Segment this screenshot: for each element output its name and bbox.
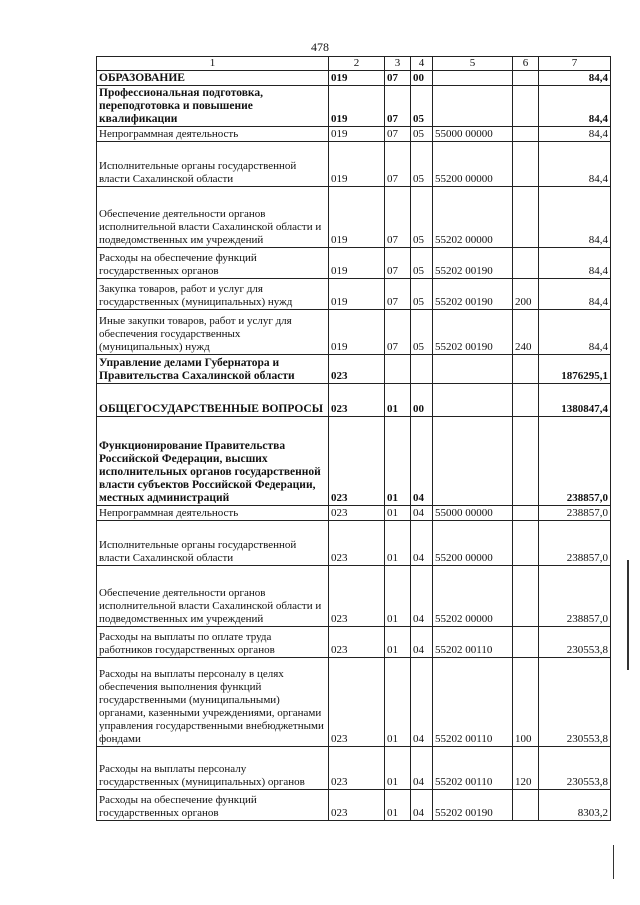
row-amount: 238857,0 xyxy=(539,521,611,566)
row-ved-code: 023 xyxy=(329,384,385,417)
row-section-code: 01 xyxy=(385,417,411,506)
table-row xyxy=(97,790,611,821)
row-ved-code: 019 xyxy=(329,310,385,355)
row-target-article xyxy=(433,417,513,506)
row-subsection-code: 04 xyxy=(411,790,433,821)
row-expense-type xyxy=(513,355,539,384)
row-section-code: 01 xyxy=(385,506,411,521)
row-name: Исполнительные органы государственной власти Сахалинской области xyxy=(97,142,329,187)
budget-table xyxy=(96,56,611,821)
row-name: Расходы на выплаты персоналу государственных (муниципальных) органов xyxy=(97,747,329,790)
row-section-code: 01 xyxy=(385,658,411,747)
row-name: Расходы на выплаты персоналу в целях обеспечения выполнения функций государственными (муниципальными) органами, казенными учреждениями, органами управления государственными внебюджетными фондами xyxy=(97,658,329,747)
row-ved-code: 019 xyxy=(329,248,385,279)
row-section-code: 01 xyxy=(385,566,411,627)
row-expense-type xyxy=(513,86,539,127)
row-expense-type xyxy=(513,521,539,566)
row-section-code: 01 xyxy=(385,384,411,417)
row-name: Расходы на выплаты по оплате труда работников государственных органов xyxy=(97,627,329,658)
row-section-code: 07 xyxy=(385,187,411,248)
row-section-code: 07 xyxy=(385,279,411,310)
row-target-article: 55202 00190 xyxy=(433,279,513,310)
row-subsection-code: 05 xyxy=(411,187,433,248)
row-name: Расходы на обеспечение функций государственных органов xyxy=(97,248,329,279)
row-ved-code: 019 xyxy=(329,71,385,86)
row-name: ОБРАЗОВАНИЕ xyxy=(97,71,329,86)
row-amount: 84,4 xyxy=(539,71,611,86)
row-subsection-code: 05 xyxy=(411,86,433,127)
row-ved-code: 019 xyxy=(329,279,385,310)
row-name: Расходы на обеспечение функций государственных органов xyxy=(97,790,329,821)
row-subsection-code: 05 xyxy=(411,248,433,279)
row-target-article: 55202 00000 xyxy=(433,187,513,248)
row-subsection-code: 05 xyxy=(411,127,433,142)
row-expense-type xyxy=(513,627,539,658)
row-section-code: 07 xyxy=(385,127,411,142)
row-expense-type xyxy=(513,417,539,506)
row-amount: 84,4 xyxy=(539,279,611,310)
table-row xyxy=(97,248,611,279)
table-row xyxy=(97,384,611,417)
row-target-article: 55000 00000 xyxy=(433,127,513,142)
row-target-article: 55200 00000 xyxy=(433,142,513,187)
row-expense-type xyxy=(513,506,539,521)
row-section-code: 07 xyxy=(385,86,411,127)
row-subsection-code: 04 xyxy=(411,566,433,627)
table-row xyxy=(97,658,611,747)
row-target-article: 55000 00000 xyxy=(433,506,513,521)
table-row xyxy=(97,86,611,127)
row-section-code: 07 xyxy=(385,310,411,355)
row-expense-type xyxy=(513,790,539,821)
row-amount: 238857,0 xyxy=(539,417,611,506)
row-subsection-code: 05 xyxy=(411,142,433,187)
row-name: Обеспечение деятельности органов исполнительной власти Сахалинской области и подведомственных им учреждений xyxy=(97,566,329,627)
row-ved-code: 019 xyxy=(329,86,385,127)
row-name: Исполнительные органы государственной власти Сахалинской области xyxy=(97,521,329,566)
column-number: 1 xyxy=(97,57,329,71)
row-amount: 230553,8 xyxy=(539,747,611,790)
row-subsection-code: 04 xyxy=(411,506,433,521)
row-section-code xyxy=(385,355,411,384)
column-number: 2 xyxy=(329,57,385,71)
table-row xyxy=(97,142,611,187)
row-expense-type xyxy=(513,71,539,86)
row-amount: 230553,8 xyxy=(539,658,611,747)
row-name: ОБЩЕГОСУДАРСТВЕННЫЕ ВОПРОСЫ xyxy=(97,384,329,417)
row-ved-code: 019 xyxy=(329,187,385,248)
row-name: Профессиональная подготовка, переподготовка и повышение квалификации xyxy=(97,86,329,127)
row-ved-code: 023 xyxy=(329,566,385,627)
table-row xyxy=(97,506,611,521)
row-expense-type xyxy=(513,142,539,187)
row-expense-type xyxy=(513,127,539,142)
row-ved-code: 023 xyxy=(329,747,385,790)
row-subsection-code: 04 xyxy=(411,417,433,506)
row-amount: 230553,8 xyxy=(539,627,611,658)
page-number: 478 xyxy=(311,40,329,54)
row-amount: 1876295,1 xyxy=(539,355,611,384)
table-row xyxy=(97,521,611,566)
row-name: Закупка товаров, работ и услуг для государственных (муниципальных) нужд xyxy=(97,279,329,310)
row-target-article: 55202 00110 xyxy=(433,658,513,747)
row-expense-type: 240 xyxy=(513,310,539,355)
row-ved-code: 023 xyxy=(329,790,385,821)
row-expense-type xyxy=(513,187,539,248)
row-ved-code: 023 xyxy=(329,417,385,506)
scan-mark xyxy=(627,560,629,670)
row-target-article xyxy=(433,86,513,127)
table-row xyxy=(97,627,611,658)
row-subsection-code: 05 xyxy=(411,279,433,310)
row-amount: 84,4 xyxy=(539,142,611,187)
row-amount: 238857,0 xyxy=(539,566,611,627)
row-subsection-code xyxy=(411,355,433,384)
row-target-article: 55202 00190 xyxy=(433,248,513,279)
row-target-article: 55202 00190 xyxy=(433,310,513,355)
row-amount: 84,4 xyxy=(539,86,611,127)
row-ved-code: 019 xyxy=(329,142,385,187)
row-target-article xyxy=(433,71,513,86)
column-number: 4 xyxy=(411,57,433,71)
table-row xyxy=(97,71,611,86)
row-name: Управление делами Губернатора и Правительства Сахалинской области xyxy=(97,355,329,384)
table-row xyxy=(97,566,611,627)
row-expense-type xyxy=(513,384,539,417)
row-target-article: 55202 00110 xyxy=(433,747,513,790)
row-ved-code: 023 xyxy=(329,521,385,566)
table-row xyxy=(97,310,611,355)
row-expense-type: 120 xyxy=(513,747,539,790)
row-target-article: 55200 00000 xyxy=(433,521,513,566)
row-subsection-code: 04 xyxy=(411,747,433,790)
row-section-code: 01 xyxy=(385,521,411,566)
row-ved-code: 019 xyxy=(329,127,385,142)
row-expense-type: 200 xyxy=(513,279,539,310)
table-row xyxy=(97,355,611,384)
row-ved-code: 023 xyxy=(329,355,385,384)
row-name: Функционирование Правительства Российской Федерации, высших исполнительных органов государственной власти субъектов Российской Федерации, местных администраций xyxy=(97,417,329,506)
row-subsection-code: 00 xyxy=(411,71,433,86)
row-expense-type xyxy=(513,566,539,627)
row-target-article: 55202 00190 xyxy=(433,790,513,821)
row-target-article: 55202 00000 xyxy=(433,566,513,627)
row-name: Иные закупки товаров, работ и услуг для обеспечения государственных (муниципальных) нужд xyxy=(97,310,329,355)
table-row xyxy=(97,187,611,248)
table-row xyxy=(97,279,611,310)
table-row xyxy=(97,127,611,142)
row-section-code: 07 xyxy=(385,248,411,279)
row-expense-type: 100 xyxy=(513,658,539,747)
row-name: Непрограммная деятельность xyxy=(97,127,329,142)
column-number: 6 xyxy=(513,57,539,71)
row-subsection-code: 04 xyxy=(411,521,433,566)
row-subsection-code: 00 xyxy=(411,384,433,417)
table-row xyxy=(97,747,611,790)
row-section-code: 01 xyxy=(385,627,411,658)
row-target-article xyxy=(433,384,513,417)
row-amount: 84,4 xyxy=(539,127,611,142)
table-row xyxy=(97,417,611,506)
row-name: Непрограммная деятельность xyxy=(97,506,329,521)
column-number: 7 xyxy=(539,57,611,71)
column-number: 3 xyxy=(385,57,411,71)
row-name: Обеспечение деятельности органов исполнительной власти Сахалинской области и подведомственных им учреждений xyxy=(97,187,329,248)
row-ved-code: 023 xyxy=(329,506,385,521)
scan-mark xyxy=(613,845,614,879)
row-section-code: 01 xyxy=(385,790,411,821)
row-target-article xyxy=(433,355,513,384)
row-target-article: 55202 00110 xyxy=(433,627,513,658)
row-amount: 1380847,4 xyxy=(539,384,611,417)
row-amount: 84,4 xyxy=(539,248,611,279)
row-amount: 84,4 xyxy=(539,310,611,355)
column-number: 5 xyxy=(433,57,513,71)
row-ved-code: 023 xyxy=(329,627,385,658)
row-amount: 8303,2 xyxy=(539,790,611,821)
row-ved-code: 023 xyxy=(329,658,385,747)
row-subsection-code: 05 xyxy=(411,310,433,355)
row-section-code: 01 xyxy=(385,747,411,790)
row-expense-type xyxy=(513,248,539,279)
row-amount: 238857,0 xyxy=(539,506,611,521)
row-subsection-code: 04 xyxy=(411,627,433,658)
row-section-code: 07 xyxy=(385,71,411,86)
column-number-row xyxy=(97,57,611,71)
row-subsection-code: 04 xyxy=(411,658,433,747)
row-section-code: 07 xyxy=(385,142,411,187)
row-amount: 84,4 xyxy=(539,187,611,248)
